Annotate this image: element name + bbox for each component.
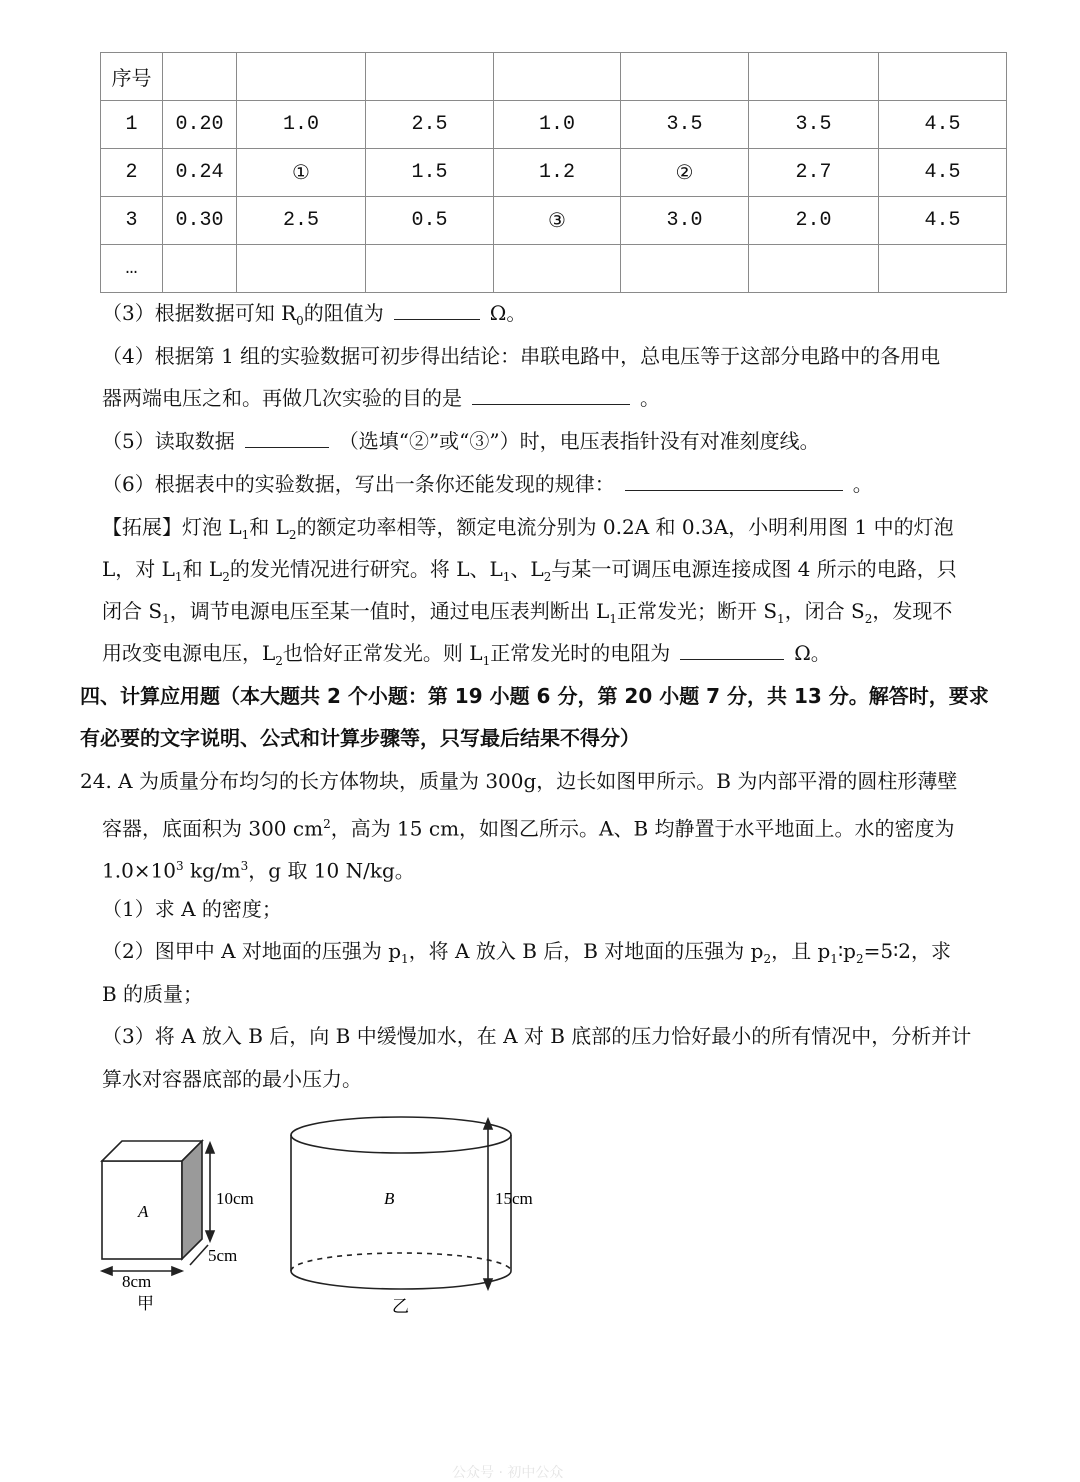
- header-cell: [237, 53, 366, 101]
- table-row: [101, 197, 1007, 245]
- table-cell: 1: [101, 101, 163, 149]
- table-cell: 1.5: [366, 149, 494, 197]
- question-6: （6）根据表中的实验数据，写出一条你还能发现的规律： 。: [102, 472, 873, 496]
- table-cell: 2: [101, 149, 163, 197]
- table-cell: [237, 245, 366, 293]
- table-row: [101, 101, 1007, 149]
- table-cell: 2.0: [749, 197, 879, 245]
- question-24-part-2-line-1: （2）图甲中 A 对地面的压强为 $p_1$，将 A 放入 B 后，B 对地面的压强为 $p_2$，且 $p_1∶p_2=5∶2$，求: [102, 939, 952, 966]
- table-cell: [163, 245, 237, 293]
- table-cell: 3.0: [621, 197, 749, 245]
- header-cell: [879, 53, 1007, 101]
- table-row: [101, 245, 1007, 293]
- answer-blank[interactable]: [625, 472, 843, 491]
- data-table: [100, 52, 1007, 293]
- answer-blank[interactable]: [394, 301, 480, 320]
- table-cell: 4.5: [879, 197, 1007, 245]
- table-cell: [749, 245, 879, 293]
- block-a-diagram: [102, 1141, 214, 1275]
- block-a-depth-label: 5cm: [208, 1246, 238, 1265]
- answer-blank[interactable]: [245, 429, 329, 448]
- question-4-line-2: 器两端电压之和。再做几次实验的目的是 。: [102, 386, 660, 410]
- question-24-line-3: $1.0\times 10^3$ $kg/m^3$，g 取 10 N/kg。: [102, 858, 415, 883]
- container-b-bottom-front: [291, 1271, 511, 1289]
- extension-line-3: 闭合 $S_1$，调节电源电压至某一值时，通过电压表判断出 $L_1$正常发光；断开 $S_1$，闭合 $S_2$，发现不: [102, 599, 953, 626]
- extension-line-1: 【拓展】灯泡 $L_1$和 $L_2$的额定功率相等，额定电流分别为 0.2A 和 0.3A，小明利用图 1 中的灯泡: [102, 515, 954, 542]
- table-cell: 2.5: [366, 101, 494, 149]
- header-cell: [749, 53, 879, 101]
- table-cell: …: [101, 245, 163, 293]
- table-cell: [621, 245, 749, 293]
- table-cell: 0.20: [163, 101, 237, 149]
- question-24-part-2-line-2: B 的质量；: [102, 982, 204, 1006]
- table-cell: 3: [101, 197, 163, 245]
- container-b-top-rim: [291, 1117, 511, 1153]
- table-cell: [366, 245, 494, 293]
- container-b-label: B: [384, 1189, 395, 1208]
- block-a-height-label: 10cm: [216, 1189, 254, 1208]
- table-cell: 3.5: [621, 101, 749, 149]
- extension-line-4: 用改变电源电压，$L_2$也恰好正常发光。则 $L_1$正常发光时的电阻为 Ω。: [102, 641, 831, 668]
- question-3: （3）根据数据可知 $R_0$的阻值为 Ω。: [102, 301, 527, 328]
- section-4-heading-line-2: 有必要的文字说明、公式和计算步骤等，只写最后结果不得分）: [80, 726, 640, 750]
- table-cell: 3.5: [749, 101, 879, 149]
- table-cell: 2.5: [237, 197, 366, 245]
- table-cell: [494, 245, 621, 293]
- table-cell: 1.2: [494, 149, 621, 197]
- answer-blank[interactable]: [680, 641, 784, 660]
- header-cell: [494, 53, 621, 101]
- table-cell: 4.5: [879, 149, 1007, 197]
- question-4-line-1: （4）根据第 1 组的实验数据可初步得出结论：串联电路中，总电压等于这部分电路中的各用电: [102, 344, 941, 368]
- block-a-width-label: 8cm: [122, 1272, 152, 1291]
- table-cell: 0.5: [366, 197, 494, 245]
- container-b-height-label: 15cm: [495, 1189, 533, 1208]
- question-24-part-1: （1）求 A 的密度；: [102, 897, 282, 921]
- section-4-heading-line-1: 四、计算应用题（本大题共 2 个小题：第 19 小题 6 分，第 20 小题 7 分，共 13 分。解答时，要求: [80, 684, 989, 708]
- figure-a-b: [90, 1105, 570, 1325]
- table-header-row: [101, 53, 1007, 101]
- block-a-label: A: [138, 1202, 149, 1221]
- question-24-part-3-line-1: （3）将 A 放入 B 后，向 B 中缓慢加水，在 A 对 B 底部的压力恰好最小的所有情况中，分析并计: [102, 1024, 972, 1048]
- question-24-line-1: 24. A 为质量分布均匀的长方体物块，质量为 300g，边长如图甲所示。B 为内部平滑的圆柱形薄壁: [80, 769, 958, 793]
- table-cell: ③: [494, 197, 621, 245]
- table-cell: 0.24: [163, 149, 237, 197]
- header-cell: [163, 53, 237, 101]
- table-cell: 0.30: [163, 197, 237, 245]
- extension-line-2: L，对 $L_1$和 $L_2$的发光情况进行研究。将 L、$L_1$、$L_2$与某一可调压电源连接成图 4 所示的电路，只: [102, 557, 957, 584]
- question-24-line-2: 容器，底面积为 300 $cm^2$，高为 15 cm，如图乙所示。A、B 均静置于水平地面上。水的密度为: [102, 816, 955, 841]
- container-b-bottom-back: [291, 1253, 511, 1271]
- container-b-diagram: [291, 1117, 511, 1289]
- table-row: [101, 149, 1007, 197]
- answer-blank[interactable]: [472, 386, 630, 405]
- header-cell-index: 序号: [101, 53, 163, 101]
- footer-watermark: 公众号 · 初中公众: [452, 1465, 564, 1481]
- header-cell: [366, 53, 494, 101]
- table-cell: 4.5: [879, 101, 1007, 149]
- question-24-part-3-line-2: 算水对容器底部的最小压力。: [102, 1067, 362, 1091]
- table-cell: ①: [237, 149, 366, 197]
- figure-caption-yi: 乙: [392, 1297, 409, 1316]
- table-cell: 1.0: [494, 101, 621, 149]
- table-cell: [879, 245, 1007, 293]
- question-5: （5）读取数据 （选填“②”或“③”）时，电压表指针没有对准刻度线。: [102, 429, 820, 453]
- table-cell: 1.0: [237, 101, 366, 149]
- table-cell: ②: [621, 149, 749, 197]
- block-a-side-face: [182, 1141, 202, 1259]
- header-cell: [621, 53, 749, 101]
- figure-caption-jia: 甲: [137, 1294, 154, 1313]
- table-cell: 2.7: [749, 149, 879, 197]
